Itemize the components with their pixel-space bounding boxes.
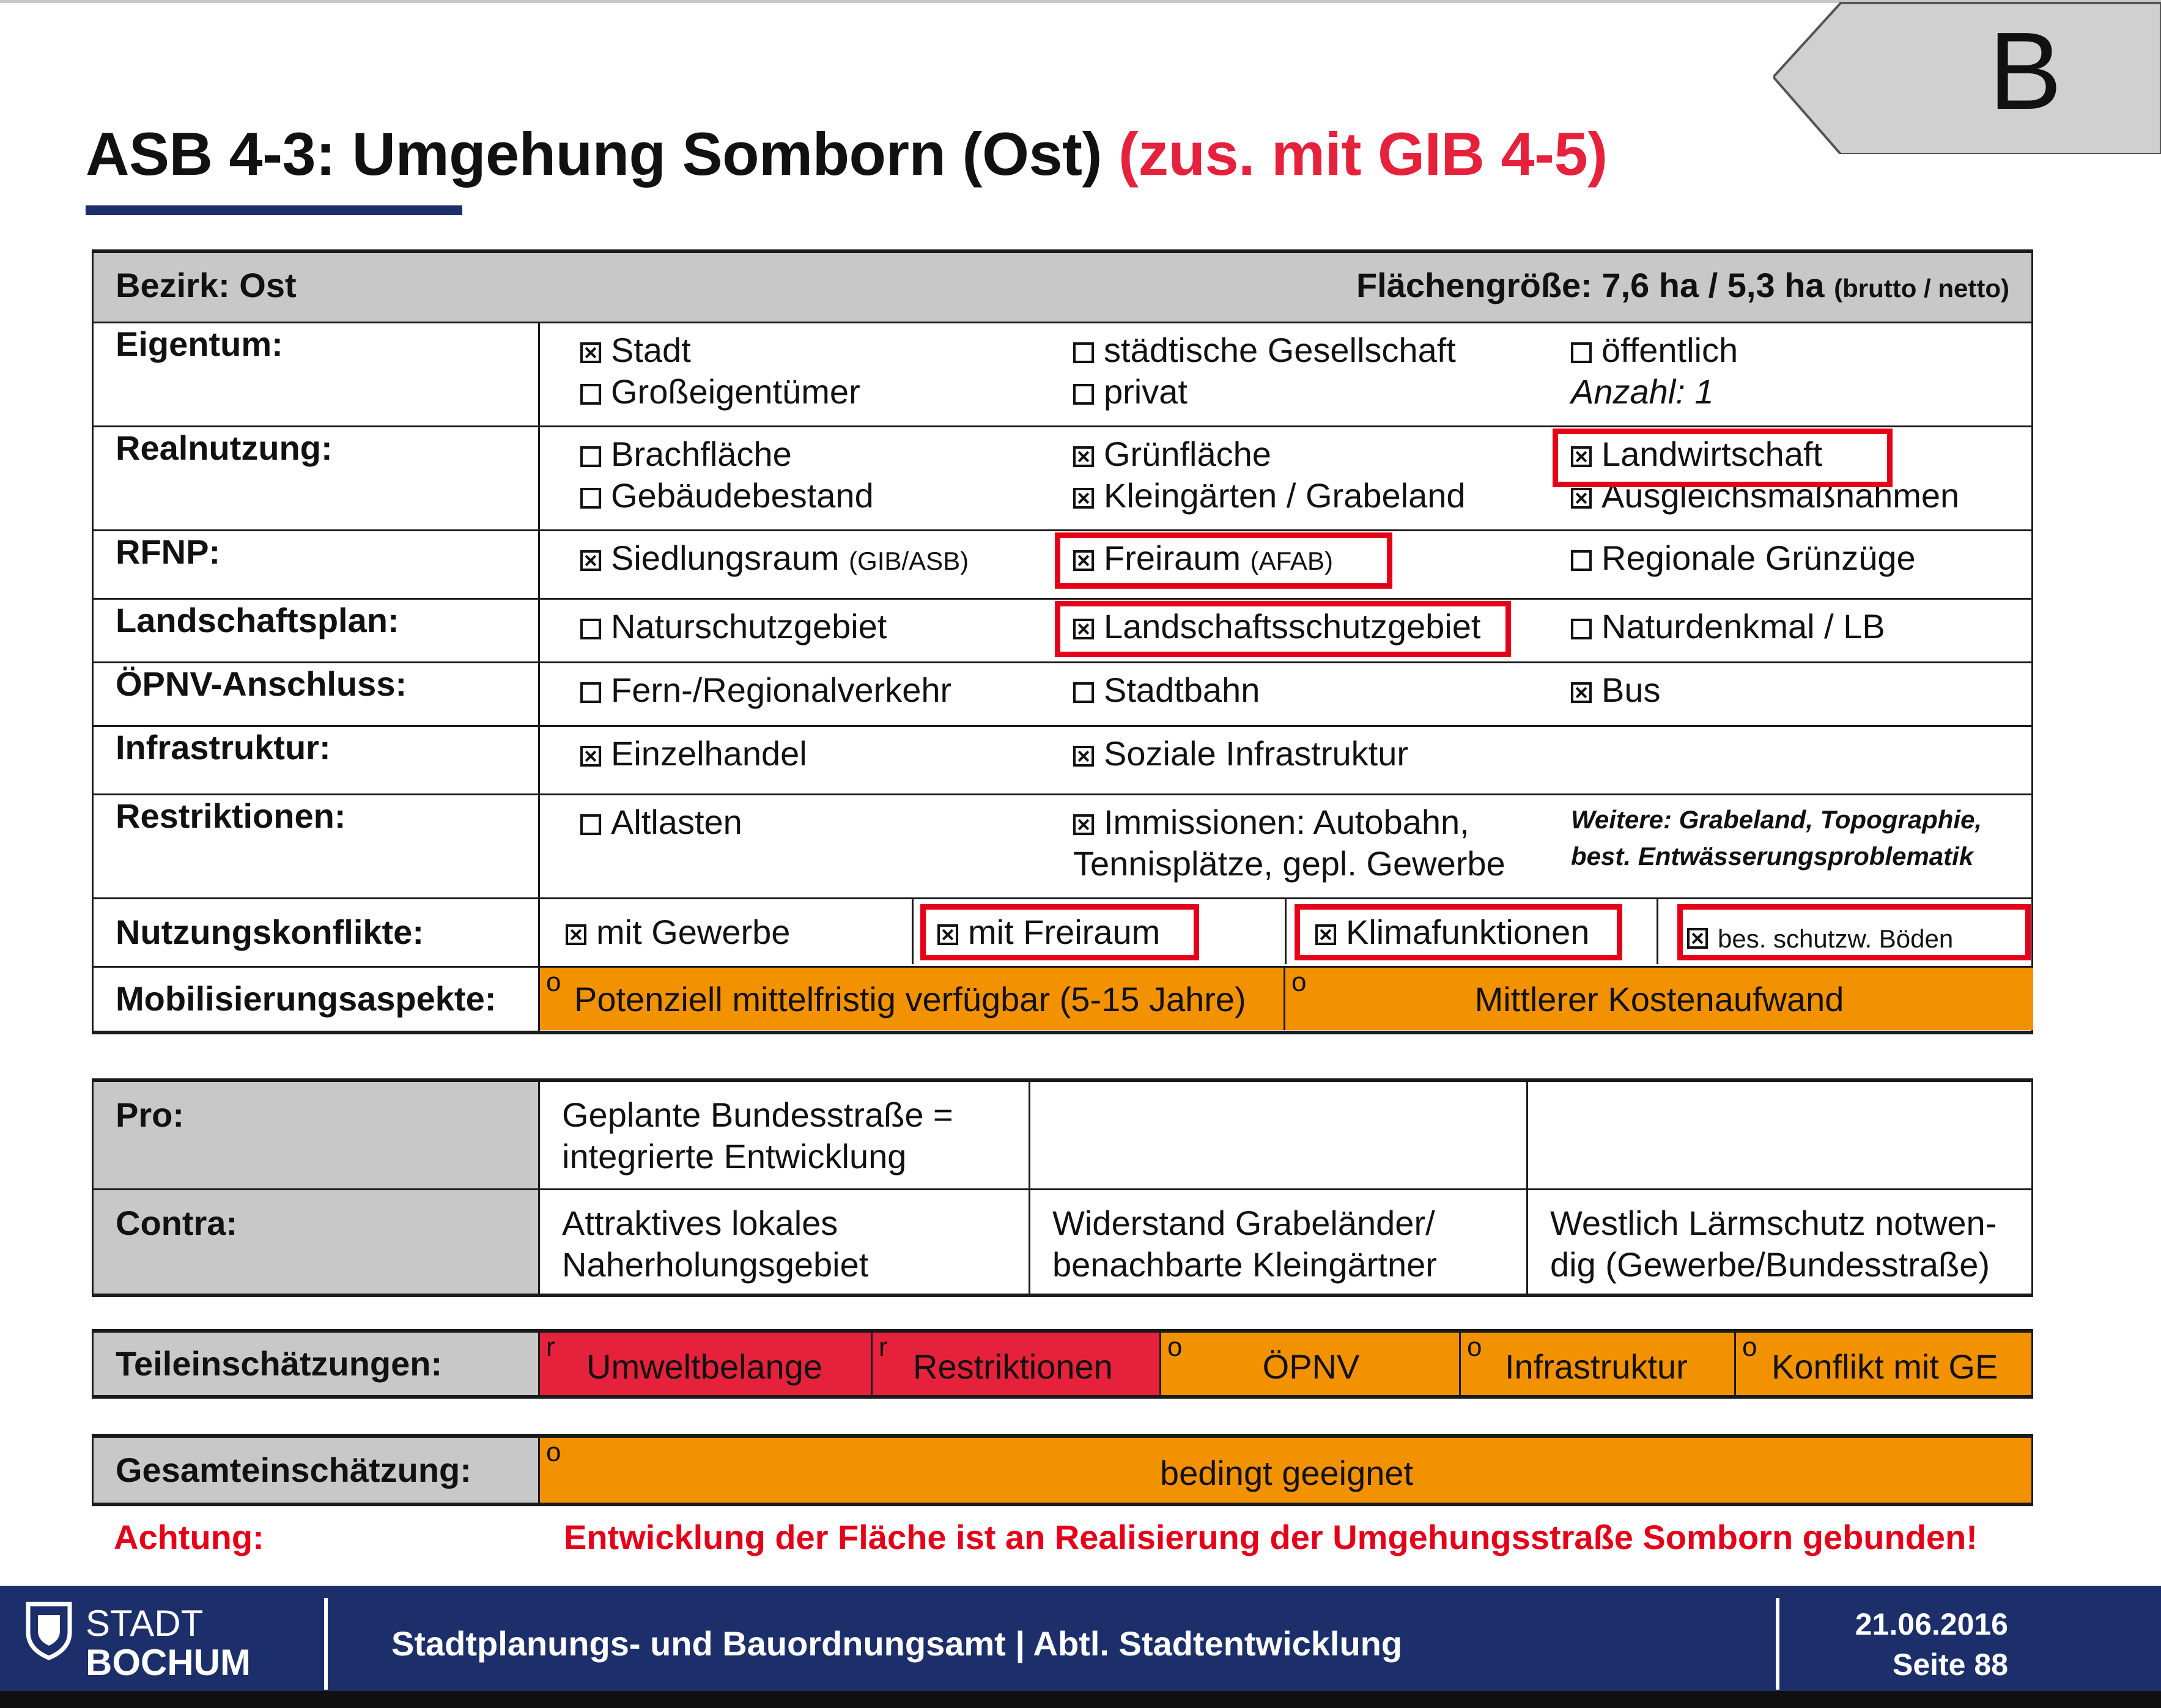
checkbox-checked-icon [1073,746,1094,767]
realnutzung-values: Brachfläche Gebäudebestand Grünfläche Kleingärten / Grabeland Landwirtschaft Ausgleichsmaßnahmen [539,426,2033,530]
highlight-mit-freiraum [920,904,1199,960]
teil-row [93,1331,2033,1397]
flaeche-size: Flächengröße: 7,6 ha / 5,3 ha (brutto / netto) [1356,266,2009,305]
section-badge [1773,0,2161,154]
eigentum-label: Eigentum: [93,322,539,426]
checkbox-empty-icon [580,446,601,467]
status-marker: o [546,966,561,997]
checkbox-empty-icon [580,384,601,405]
infra-label: Infrastruktur: [93,726,539,794]
title-main: ASB 4-3: Umgehung Somborn (Ost) [86,120,1102,188]
pro-contra-table [92,1078,2033,1297]
pro-text: Geplante Bundesstraße = integrierte Entwicklung [539,1080,1030,1189]
checkbox-empty-icon [1073,682,1094,703]
highlight-freiraum [1055,532,1392,589]
konflikte-row [93,898,2033,966]
mobil-values: o Potenziell mittelfristig verfügbar (5-15 Jahre) o Mittlerer Kostenaufwand [539,966,2033,1033]
eigentum-row [93,322,2033,426]
restr-values: Altlasten Immissionen: Autobahn, Tennisplätze, gepl. Gewerbe Weitere: Grabeland, Topographie, best. Entwässerungsproblematik [539,794,2033,898]
restr-row [93,794,2033,898]
restr-label: Restriktionen: [93,794,539,898]
status-marker: o [1291,966,1307,997]
oepnv-label: ÖPNV-Anschluss: [93,662,539,726]
realnutzung-row [93,426,2033,530]
header-cell [93,251,2033,322]
footer-divider-left [324,1598,328,1690]
checkbox-checked-icon [1073,814,1094,835]
page-title [86,119,1608,189]
contra-row [93,1189,2033,1295]
checkbox-empty-icon [580,814,601,835]
city-crest-icon [24,1602,73,1660]
footer-bottom-strip [0,1691,2161,1708]
eigentum-values: Stadt Großeigentümer städtische Gesellschaft privat öffentlich Anzahl: 1 [539,322,2033,426]
teil-label: Teileinschätzungen: [93,1331,539,1397]
checkbox-empty-icon [1073,384,1094,405]
highlight-landwirtschaft [1553,429,1893,487]
teil-table [92,1329,2033,1399]
landschaft-label: Landschaftsplan: [93,598,539,662]
checkbox-empty-icon [1571,619,1592,639]
gesamt-value: o bedingt geeignet [539,1436,2033,1504]
checkbox-checked-icon [580,746,601,767]
city-logo-text: STADT BOCHUM [86,1603,251,1683]
department-name: Stadtplanungs- und Bauordnungsamt | Abtl. Stadtentwicklung [391,1624,1403,1663]
checkbox-checked-icon [1571,488,1592,509]
title-suffix: (zus. mit GIB 4-5) [1118,120,1608,188]
teil-item-oepnv: o ÖPNV [1161,1331,1460,1397]
checkbox-empty-icon [1073,342,1094,363]
infra-values: Einzelhandel Soziale Infrastruktur [539,726,2033,794]
checkbox-empty-icon [580,488,601,509]
checkbox-checked-icon [580,550,601,571]
highlight-landschaftsschutzgebiet [1055,601,1511,657]
rfnp-row [93,530,2033,598]
konflikte-values: mit Gewerbe mit Freiraum Klimafunktionen bes. schutzw. Böden [539,898,2033,966]
footer [0,1586,2161,1708]
konflikte-label: Nutzungskonflikte: [93,898,539,966]
pro-empty-1 [1030,1080,1527,1189]
landschaft-values: Naturschutzgebiet Landschaftsschutzgebiet Naturdenkmal / LB [539,598,2033,662]
highlight-boeden [1677,904,2031,960]
checkbox-empty-icon [580,682,601,703]
rfnp-values: Siedlungsraum (GIB/ASB) Freiraum (AFAB) Regionale Grünzüge [539,530,2033,598]
achtung-text: Entwicklung der Fläche ist an Realisierung der Umgehungsstraße Somborn gebunden! [564,1518,1978,1556]
contra-label: Contra: [93,1189,539,1295]
header-row [93,251,2033,322]
checkbox-empty-icon [1571,342,1592,363]
checkbox-checked-icon [580,342,601,363]
highlight-klimafunktionen [1295,904,1622,960]
badge-letter: B [1989,10,2063,133]
profile-table [92,249,2033,1034]
teil-item-infrastruktur: o Infrastruktur [1460,1331,1735,1397]
realnutzung-label: Realnutzung: [93,426,539,530]
checkbox-empty-icon [1571,550,1592,571]
teil-item-umwelt: r Umweltbelange [539,1331,872,1397]
gesamt-label: Gesamteinschätzung: [93,1436,539,1504]
contra-text-3: Westlich Lärmschutz notwen- dig (Gewerbe/Bundesstraße) [1527,1189,2033,1295]
footer-date-page: 21.06.2016 Seite 88 [1855,1607,2008,1682]
checkbox-checked-icon [1073,488,1094,509]
bezirk-label: Bezirk: Ost [116,266,297,305]
oepnv-values: Fern-/Regionalverkehr Stadtbahn Bus [539,662,2033,726]
infra-row [93,726,2033,794]
landschaft-row [93,598,2033,662]
rfnp-label: RFNP: [93,530,539,598]
pro-row [93,1080,2033,1189]
teil-item-konflikt: o Konflikt mit GE [1735,1331,2033,1397]
mobil-row [93,966,2033,1033]
footer-divider-right [1776,1598,1779,1690]
gesamt-table [92,1434,2033,1506]
contra-text-2: Widerstand Grabeländer/ benachbarte Kleingärtner [1030,1189,1527,1295]
mobil-label: Mobilisierungsaspekte: [93,966,539,1033]
checkbox-checked-icon [1073,446,1094,467]
pro-empty-2 [1527,1080,2033,1189]
pro-label: Pro: [93,1080,539,1189]
oepnv-row [93,662,2033,726]
teil-item-restriktionen: r Restriktionen [872,1331,1161,1397]
gesamt-row [93,1436,2033,1504]
checkbox-empty-icon [580,619,601,639]
checkbox-checked-icon [566,924,586,945]
contra-text-1: Attraktives lokales Naherholungsgebiet [539,1189,1030,1295]
achtung-label: Achtung: [114,1518,264,1556]
title-underline [86,205,462,215]
checkbox-checked-icon [1571,682,1592,703]
